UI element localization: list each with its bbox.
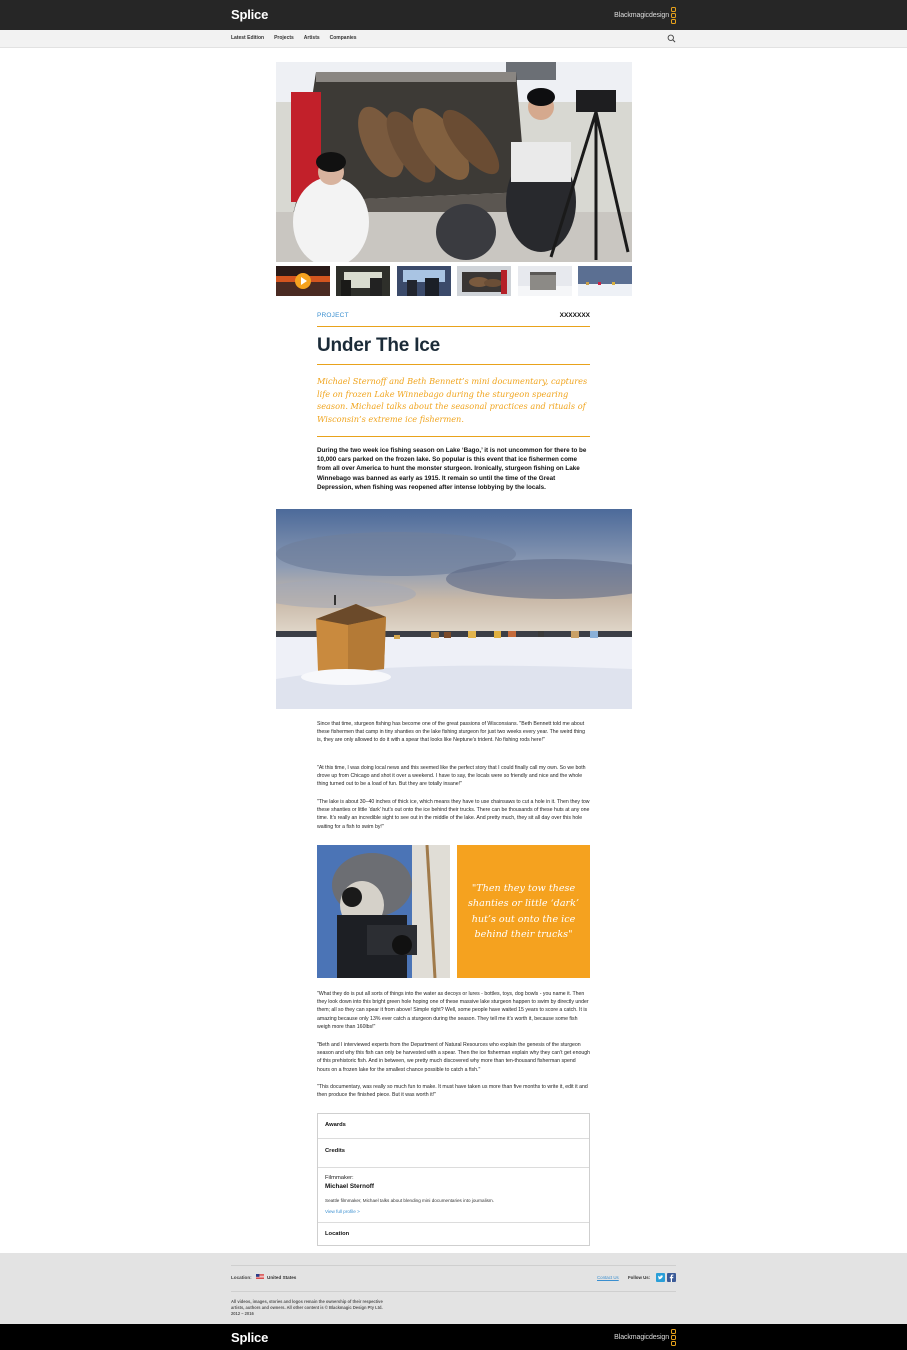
nav-item-projects[interactable]: Projects bbox=[274, 35, 294, 41]
blackmagic-logo-icon bbox=[671, 7, 676, 24]
filmmaker-name: Michael Sternoff bbox=[325, 1183, 374, 1190]
filmmaker-label: Filmmaker: bbox=[325, 1175, 354, 1181]
thumbnail-3[interactable] bbox=[397, 266, 451, 296]
location-divider bbox=[318, 1222, 589, 1223]
thumbnail-strip bbox=[276, 266, 632, 296]
thumbnail-5[interactable] bbox=[518, 266, 572, 296]
thumbnail-video[interactable] bbox=[276, 266, 330, 296]
footer-divider bbox=[231, 1265, 676, 1266]
footer-location-value[interactable]: United States bbox=[267, 1275, 297, 1280]
body-paragraph: "At this time, I was doing local news and this seemed like the perfect story that I could finally call my own. So we both drove up from Chicago and shot it over a weekend. I have to say, the locals were so friendly and nice and the whole thing turned out to be a load of fun. But they are totally insane!" bbox=[317, 765, 586, 788]
camera-operator-photo bbox=[317, 845, 450, 978]
project-code: XXXXXXX bbox=[559, 312, 590, 319]
footer-location-label: Location: bbox=[231, 1275, 252, 1280]
credits-row[interactable] bbox=[318, 1139, 589, 1168]
body-paragraph: Since that time, sturgeon fishing has become one of the great passions of Wisconsians. "Beth Bennett told me about these fishermen that camp in tiny shanties on the lake fishing sturgeon for just two weeks every year. The weird thing is, they are only allowed to do it with a spear that looks like Neptune’s trident. No fishing rods here!" bbox=[317, 721, 586, 744]
project-row bbox=[317, 311, 590, 327]
thumbnail-2[interactable] bbox=[336, 266, 390, 296]
blackmagic-logo-text: Blackmagicdesign bbox=[614, 1333, 669, 1341]
footer bbox=[0, 1253, 907, 1324]
contact-link[interactable]: Contact Us bbox=[597, 1275, 619, 1280]
search-icon[interactable] bbox=[667, 34, 676, 43]
bottom-bar bbox=[0, 1324, 907, 1350]
body-paragraph: "This documentary, was really so much fun to make. It must have taken us more than five months to write it, edit it and then produce the finished piece. But it was worth it!" bbox=[317, 1084, 588, 1099]
category-label[interactable]: PROJECT bbox=[317, 312, 349, 319]
twitter-icon[interactable] bbox=[656, 1273, 665, 1282]
hero-photo[interactable] bbox=[276, 62, 632, 262]
project-info-box bbox=[317, 1113, 590, 1246]
thumbnail-4[interactable] bbox=[457, 266, 511, 296]
awards-row[interactable] bbox=[318, 1114, 589, 1139]
pull-quote bbox=[457, 845, 590, 978]
copyright-text: All videos, images, stories and logos remain the ownership of their respective artists, authors and owners. All other content is © Blackmagic Design Pty Ltd. 2012 – 2016 bbox=[231, 1299, 383, 1316]
body-paragraph: "What they do is put all sorts of things into the water as decoys or lures - bottles, toys, dog bowls - you name it. Then they look down into this bright green hole hoping one of these massive lake sturgeon happen to swim by directly under them; all so they can spear it from above! Simple right? Well, some people have waited 15 years to score a catch. It is amazing because only 13% ever catch a sturgeon during the season. They tell me it’s worth it, because some fish weigh more than 160lbs!" bbox=[317, 991, 589, 1030]
follow-label: Follow Us: bbox=[628, 1275, 651, 1280]
page-title: Under The Ice bbox=[317, 335, 441, 356]
splice-logo[interactable]: Splice bbox=[231, 7, 269, 22]
lead-paragraph: Michael Sternoff and Beth Bennett’s mini documentary, captures life on frozen Lake Winnebago during the sturgeon spearing season. Michael talks about the seasonal practices and rituals of Wisconsin’s extreme ice fishermen. bbox=[317, 376, 588, 424]
awards-label: Awards bbox=[325, 1122, 346, 1128]
location-label[interactable]: Location bbox=[325, 1231, 350, 1237]
blackmagic-logo-footer[interactable] bbox=[614, 1328, 676, 1346]
title-divider bbox=[317, 364, 590, 365]
view-profile-link[interactable]: View full profile > bbox=[325, 1209, 360, 1214]
blackmagic-logo-icon bbox=[671, 1329, 676, 1346]
splice-logo-footer[interactable]: Splice bbox=[231, 1330, 269, 1345]
blackmagic-logo[interactable] bbox=[614, 5, 676, 25]
footer-divider-2 bbox=[231, 1291, 676, 1292]
lead-divider bbox=[317, 436, 590, 437]
intro-paragraph: During the two week ice fishing season on Lake ‘Bago,’ it is not uncommon for there to be 10,000 cars parked on the frozen lake. So popular is this event that ice fishermen come from all over America to hunt the monster sturgeon. Ironically, sturgeon fishing on Lake Winnebago was banned as early as 1915. It remain so until the time of the Great Depression, when fishing was reopened after intense lobbying by the locals. bbox=[317, 447, 587, 491]
body-paragraph: "The lake is about 30–40 inches of thick ice, which means they have to use chainsaws to cut a hole in it. Then they tow these shanties or little ‘dark’ hut’s out onto the ice behind their trucks. There can be thousands of these huts at any one time. It’s really an incredible sight to see out in the middle of the lake. And pretty much, they sit all day over this hole waiting for a fish to swim by!" bbox=[317, 799, 590, 830]
us-flag-icon bbox=[256, 1274, 264, 1279]
filmmaker-description: Seattle filmmaker, Michael talks about blending mini documentaries into journalism. bbox=[325, 1198, 495, 1203]
ice-shanty-photo bbox=[276, 509, 632, 709]
pull-quote-text: "Then they tow these shanties or little ‘dark’ hut’s out onto the ice behind their trucks" bbox=[468, 882, 579, 940]
nav-item-artists[interactable]: Artists bbox=[303, 35, 320, 41]
credits-label: Credits bbox=[325, 1148, 345, 1154]
facebook-icon[interactable] bbox=[667, 1273, 676, 1282]
body-paragraph: "Beth and I interviewed experts from the Department of Natural Resources who explain the genesis of the sturgeon season and why this fish can only be harvested with a spear. Then the ice fisherman explain why they can’t get enough of this prehistoric fish. And in between, we pretty much discovered why more than ten-thousand fisherman spend hours on a frozen lake for the smallest chance possible to catch a fish." bbox=[317, 1042, 590, 1073]
nav-item-companies[interactable]: Companies bbox=[329, 35, 357, 41]
top-bar bbox=[0, 0, 907, 30]
blackmagic-logo-text: Blackmagicdesign bbox=[614, 11, 669, 19]
nav-item-latest-edition[interactable]: Latest Edition bbox=[231, 35, 265, 41]
thumbnail-6[interactable] bbox=[578, 266, 632, 296]
main-nav bbox=[0, 30, 907, 48]
